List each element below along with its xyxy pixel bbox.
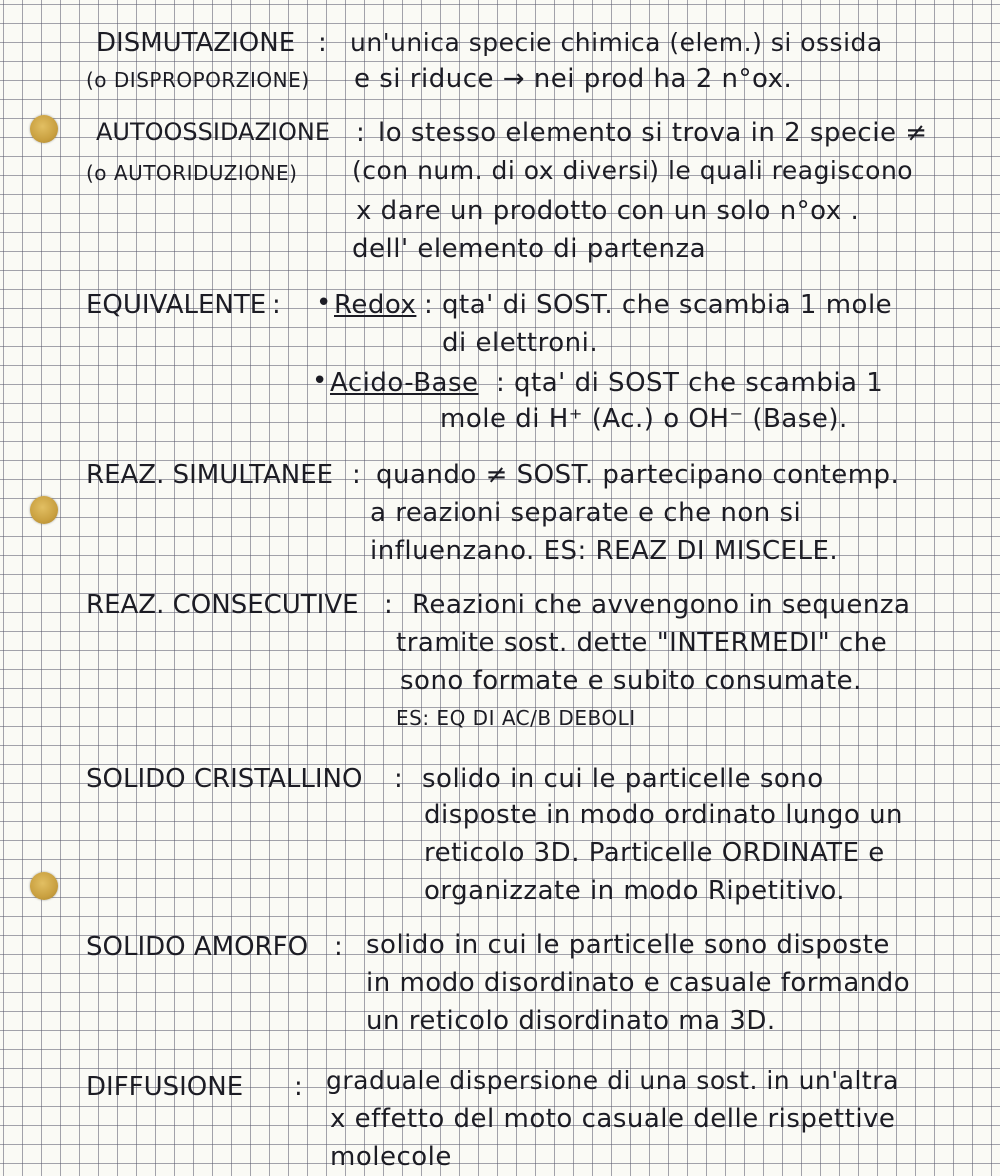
definition-line: quando ≠ SOST. partecipano contemp. xyxy=(376,460,900,490)
definition-line: mole di H⁺ (Ac.) o OH⁻ (Base). xyxy=(440,404,848,434)
definition-line: un'unica specie chimica (elem.) si ossida xyxy=(350,28,883,57)
binder-hole xyxy=(30,496,58,524)
binder-hole xyxy=(30,115,58,143)
definition-line: influenzano. ES: REAZ DI MISCELE. xyxy=(370,536,839,566)
term-separator: : xyxy=(294,1072,304,1102)
definition-line: : qta' di SOST. che scambia 1 mole xyxy=(424,290,893,320)
definition-line: organizzate in modo Ripetitivo. xyxy=(424,876,846,906)
term-autoossidazione: AUTOOSSIDAZIONE xyxy=(96,118,330,146)
term-separator: : xyxy=(352,460,362,490)
definition-line: : qta' di SOST che scambia 1 xyxy=(496,368,884,398)
term-separator: : xyxy=(384,590,394,620)
term-dismutazione: DISMUTAZIONE xyxy=(96,28,296,58)
definition-line: solido in cui le particelle sono xyxy=(422,764,824,794)
definition-line: disposte in modo ordinato lungo un xyxy=(424,800,904,830)
definition-line: a reazioni separate e che non si xyxy=(370,498,802,528)
definition-line: tramite sost. dette "INTERMEDI" che xyxy=(396,628,888,658)
term-equivalente: EQUIVALENTE xyxy=(86,290,267,320)
definition-line: Reazioni che avvengono in sequenza xyxy=(412,590,911,620)
definition-line: graduale dispersione di una sost. in un'altra xyxy=(326,1066,899,1095)
definition-line: x dare un prodotto con un solo n°ox . xyxy=(356,196,860,226)
binder-hole xyxy=(30,872,58,900)
term-alias: (o AUTORIDUZIONE) xyxy=(86,161,298,185)
definition-line: solido in cui le particelle sono disposte xyxy=(366,930,890,960)
definition-line: un reticolo disordinato ma 3D. xyxy=(366,1006,776,1036)
term-separator: : xyxy=(334,932,344,962)
definition-line: dell' elemento di partenza xyxy=(352,234,707,264)
definition-line: x effetto del moto casuale delle rispettive xyxy=(330,1104,896,1134)
definition-line: molecole xyxy=(330,1142,452,1172)
definition-line: reticolo 3D. Particelle ORDINATE e xyxy=(424,838,885,868)
bullet: • xyxy=(312,366,328,396)
definition-line: e si riduce → nei prod ha 2 n°ox. xyxy=(354,64,793,94)
definition-line: sono formate e subito consumate. xyxy=(400,666,862,696)
term-reaz-consecutive: REAZ. CONSECUTIVE xyxy=(86,590,359,620)
definition-line: (con num. di ox diversi) le quali reagiscono xyxy=(352,156,914,185)
definition-line: lo stesso elemento si trova in 2 specie ≠ xyxy=(378,118,928,148)
term-alias: (o DISPROPORZIONE) xyxy=(86,68,310,92)
example-note: ES: EQ DI AC/B DEBOLI xyxy=(396,706,636,730)
bullet: • xyxy=(316,288,332,318)
term-separator: : xyxy=(394,764,404,794)
term-reaz-simultanee: REAZ. SIMULTANEE xyxy=(86,460,334,490)
term-diffusione: DIFFUSIONE xyxy=(86,1072,244,1102)
term-solido-amorfo: SOLIDO AMORFO xyxy=(86,932,309,962)
term-separator: : xyxy=(356,118,366,148)
term-solido-cristallino: SOLIDO CRISTALLINO xyxy=(86,764,363,794)
subterm-redox: Redox xyxy=(334,290,417,320)
definition-line: in modo disordinato e casuale formando xyxy=(366,968,911,998)
subterm-acido-base: Acido-Base xyxy=(330,368,479,398)
definition-line: di elettroni. xyxy=(442,328,599,358)
term-separator: : xyxy=(272,290,282,320)
term-separator: : xyxy=(318,28,328,58)
